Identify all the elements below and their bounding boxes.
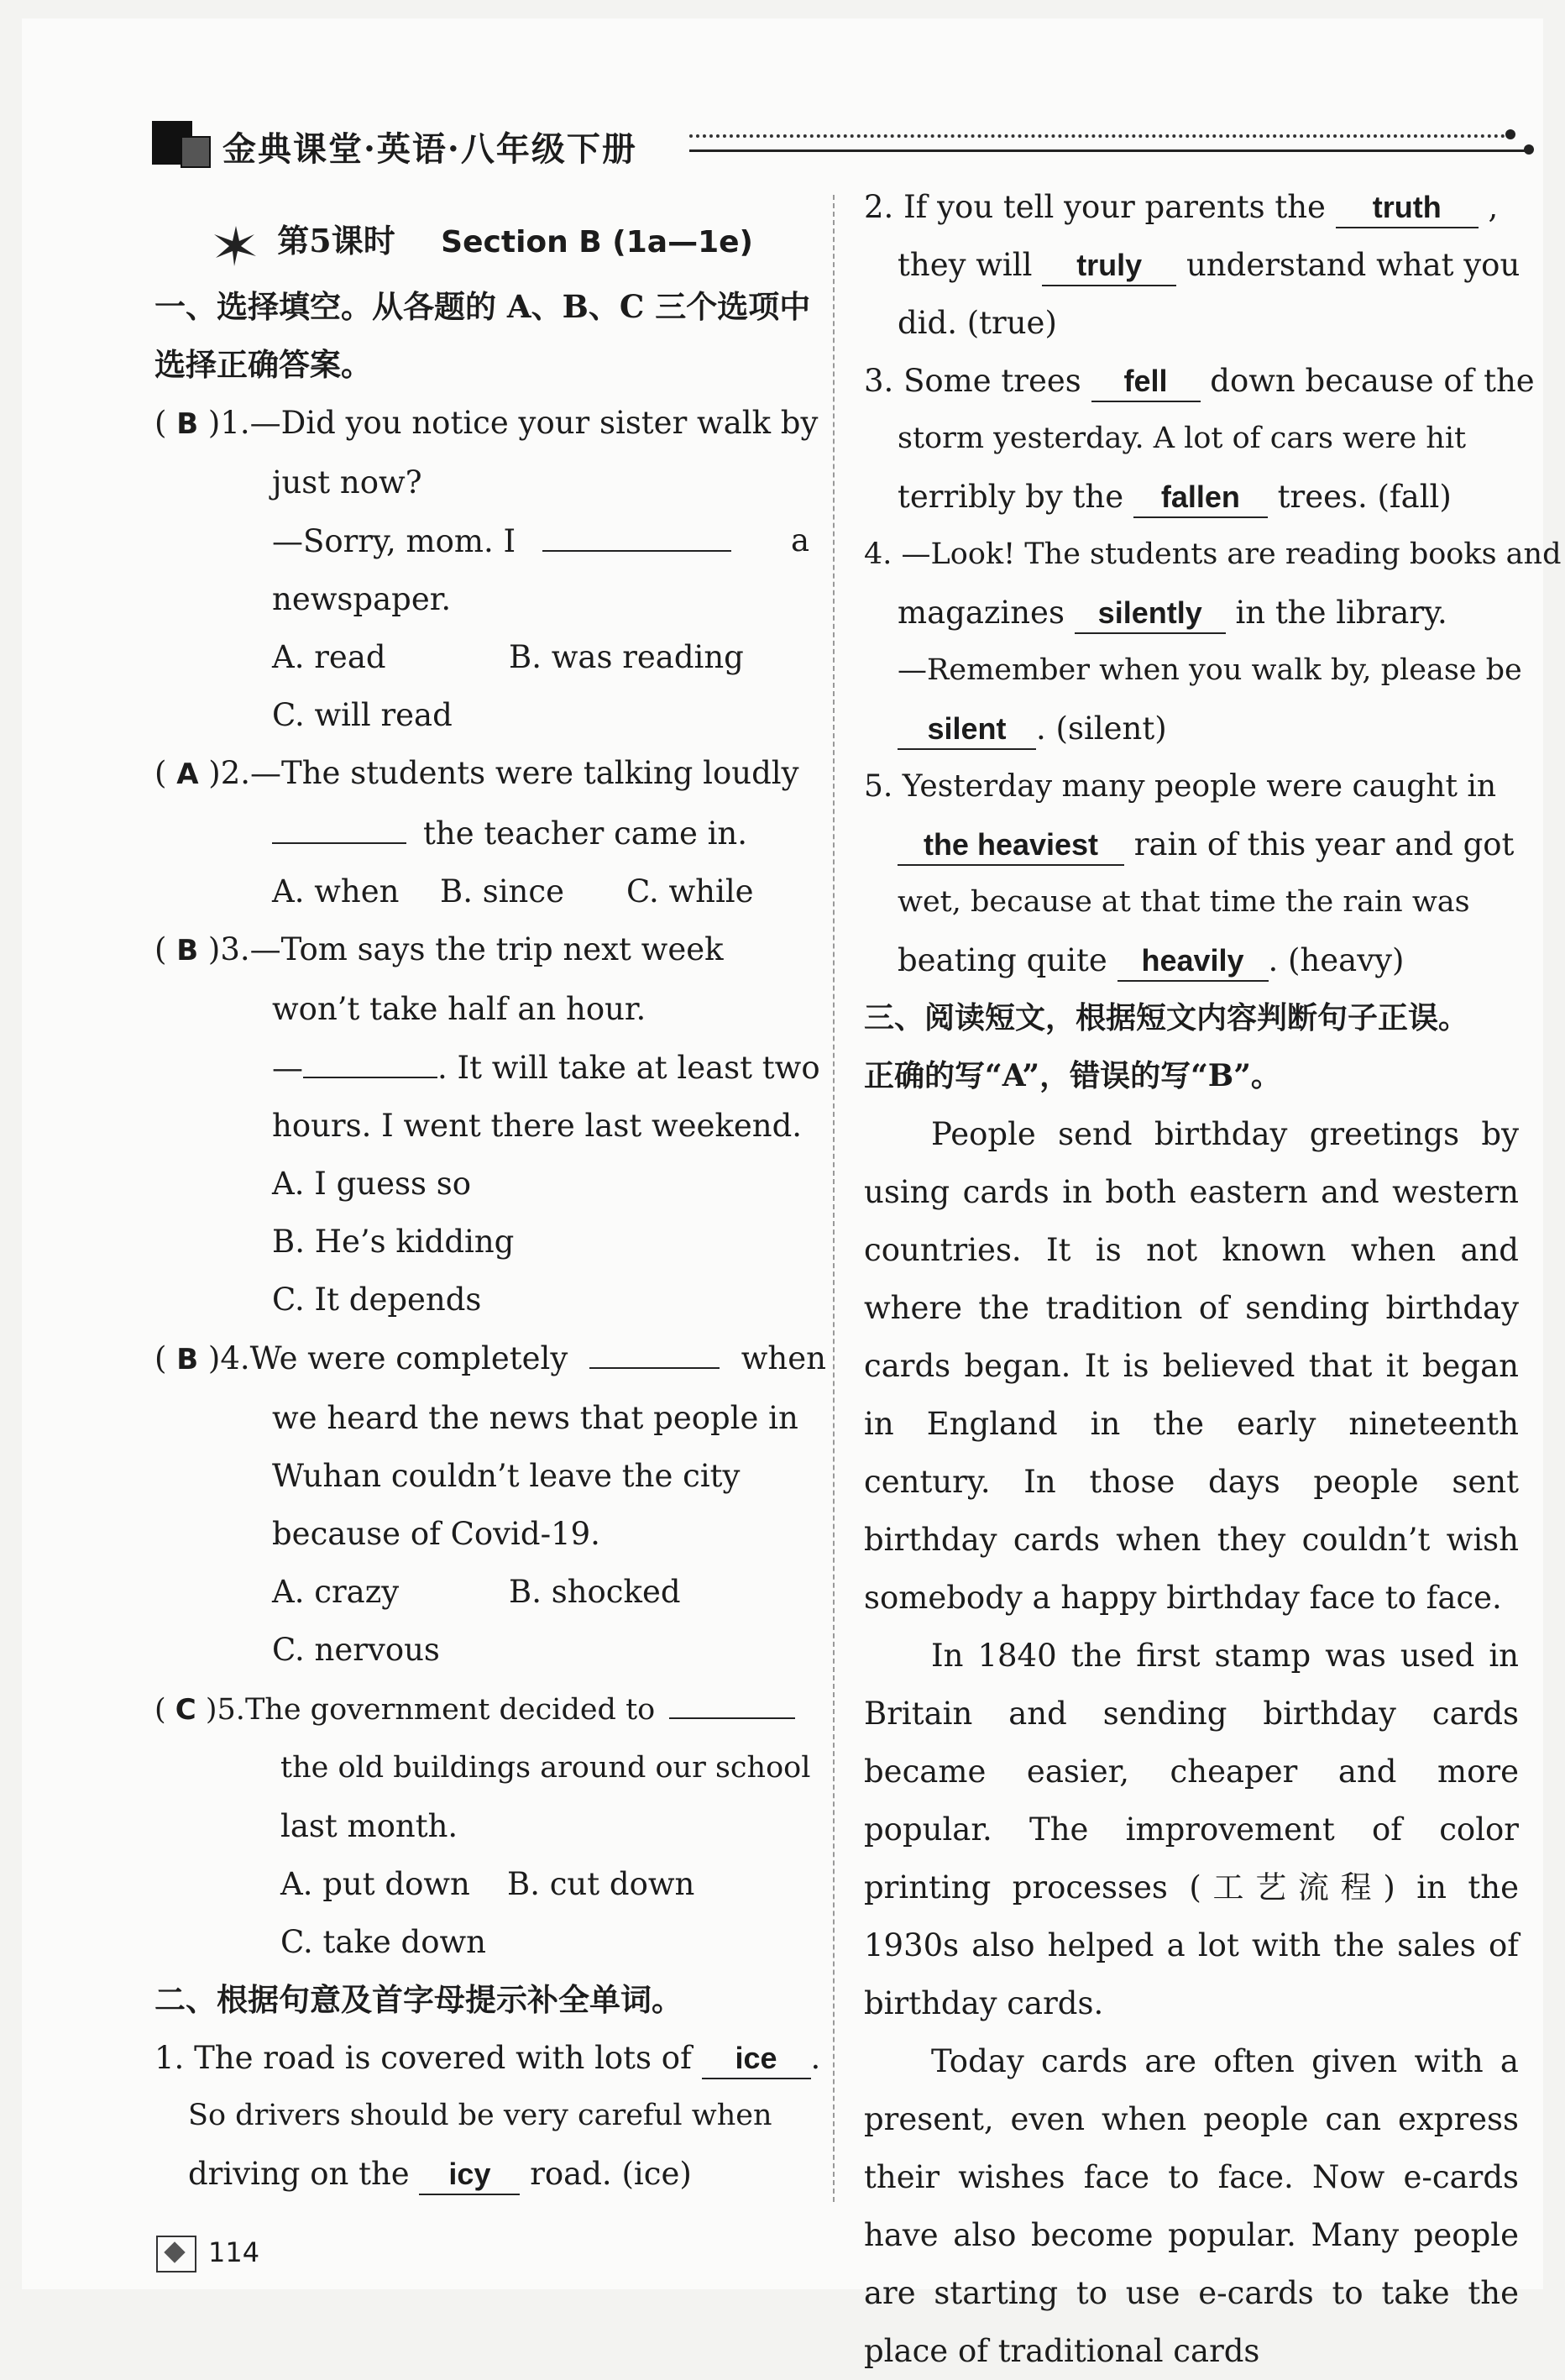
passage-paragraph-2: In 1840 the first stamp was used in Britain and sending birthday cards became easier, cheaper and more popular. The improvement of color printing processes (工艺流程) in the 1930s also helped a lot with the sales of birthday cards.	[864, 1638, 1519, 2021]
options	[154, 1855, 809, 1913]
answer-fill[interactable]: truth	[1336, 188, 1479, 228]
question-text: So drivers should be very careful when	[188, 2099, 772, 2132]
p2-q1-line1: 1. The road is covered with lots of ice .	[154, 2029, 809, 2087]
options	[154, 628, 809, 686]
part1-heading: 一、选择填空。从各题的 A、B、C 三个选项中	[154, 288, 811, 325]
option-c[interactable]: C. nervous	[272, 1632, 440, 1668]
question-text: just now?	[272, 464, 422, 501]
question-5: ( C )5.The government decided to	[154, 1679, 809, 1739]
option-a[interactable]: A. put down	[280, 1866, 470, 1902]
header-dot	[1505, 129, 1515, 139]
p2-q2-line1: 2. If you tell your parents the truth ,	[864, 178, 1519, 236]
p2-q4-line2: magazines silently in the library.	[864, 584, 1519, 642]
header-logo-block-inner	[181, 136, 211, 168]
p2-q5-line2: the heaviest rain of this year and got	[864, 815, 1519, 873]
answer-blank[interactable]	[669, 1679, 795, 1719]
lesson-label: 第5课时	[277, 222, 395, 259]
option-b[interactable]: B. was reading	[509, 639, 744, 675]
column-divider	[833, 195, 835, 2202]
answer-fill[interactable]: silent	[898, 710, 1036, 750]
left-column	[154, 207, 826, 2203]
question-text: newspaper.	[272, 581, 452, 617]
page-footer	[156, 2236, 259, 2273]
answer-letter: B	[176, 934, 199, 967]
question-text: 4. —Look! The students are reading books and	[864, 537, 1562, 571]
question-text: 5. Yesterday many people were caught in	[864, 769, 1497, 804]
answer-letter: B	[176, 407, 199, 441]
question-text-blank: — . It will take at least two	[154, 1038, 809, 1097]
question-text: The government decided to	[244, 1693, 656, 1727]
p2-q3-line1: 3. Some trees fell down because of the	[864, 352, 1519, 410]
option-b[interactable]: B. shocked	[509, 1574, 681, 1610]
question-number: )3.	[207, 931, 250, 967]
question-text: won’t take half an hour.	[272, 991, 646, 1027]
options	[154, 862, 809, 920]
question-2: ( A )2.—The students were talking loudly	[154, 755, 799, 791]
option-a[interactable]: A. crazy	[272, 1574, 400, 1610]
option-a[interactable]: A. read	[272, 639, 386, 675]
answer-blank[interactable]	[303, 1038, 437, 1078]
question-number: )4.	[207, 1340, 250, 1376]
question-text-blank: the teacher came in.	[154, 804, 809, 862]
option-b[interactable]: B. since	[440, 873, 564, 910]
p2-q2-line2: they will truly understand what you	[864, 236, 1519, 294]
answer-letter: B	[176, 1343, 199, 1376]
option-a[interactable]: A. I guess so	[272, 1166, 472, 1202]
right-column	[864, 178, 1562, 2380]
option-b[interactable]: B. He’s kidding	[272, 1224, 515, 1260]
option-b[interactable]: B. cut down	[507, 1866, 695, 1902]
question-1: ( B )1.—Did you notice your sister walk by	[154, 405, 819, 441]
question-number: )1.	[207, 405, 250, 441]
p2-q1-line3: driving on the icy road. (ice)	[154, 2145, 809, 2203]
part2-heading: 二、根据句意及首字母提示补全单词。	[154, 1981, 683, 2018]
page-number: 114	[208, 2236, 260, 2268]
answer-fill[interactable]: ice	[702, 2039, 811, 2079]
p2-q3-line3: terribly by the fallen trees. (fall)	[864, 468, 1519, 526]
answer-fill[interactable]: truly	[1042, 246, 1176, 286]
answer-letter: A	[176, 758, 199, 791]
question-text: storm yesterday. A lot of cars were hit	[898, 422, 1467, 455]
answer-letter: C	[175, 1693, 196, 1727]
question-text: the old buildings around our school	[280, 1751, 811, 1785]
part1-heading-cont: 选择正确答案。	[154, 346, 372, 383]
page-header	[152, 113, 1537, 171]
question-text: last month.	[280, 1808, 458, 1844]
options	[154, 1563, 809, 1621]
question-text: did. (true)	[898, 305, 1057, 341]
question-text: —Tom says the trip next week	[249, 931, 724, 967]
answer-blank[interactable]	[589, 1329, 720, 1369]
diamond-icon	[156, 2236, 196, 2273]
answer-fill[interactable]: fallen	[1133, 478, 1268, 518]
question-4: ( B )4.We were completely when	[154, 1329, 809, 1389]
question-text: wet, because at that time the rain was	[898, 885, 1470, 919]
option-a[interactable]: A. when	[272, 873, 400, 910]
answer-fill[interactable]: icy	[419, 2155, 520, 2195]
question-text: because of Covid-19.	[272, 1516, 600, 1552]
question-text: we heard the news that people in	[272, 1400, 798, 1436]
answer-fill[interactable]: heavily	[1117, 941, 1269, 982]
part3-heading: 三、阅读短文，根据短文内容判断句子正误。	[864, 1000, 1469, 1035]
lesson-title	[154, 207, 809, 275]
answer-fill[interactable]: silently	[1075, 594, 1226, 634]
workbook-page	[22, 18, 1562, 2369]
question-number: )5.	[205, 1693, 245, 1727]
option-c[interactable]: C. while	[626, 873, 754, 910]
leaf-icon	[211, 219, 261, 270]
question-text: hours. I went there last weekend.	[272, 1108, 803, 1144]
question-3: ( B )3.—Tom says the trip next week	[154, 931, 724, 967]
part3-heading-cont: 正确的写“A”，错误的写“B”。	[864, 1058, 1281, 1093]
header-title: 金典课堂·英语·八年级下册	[222, 129, 637, 169]
header-dot	[1524, 144, 1534, 155]
question-text: —The students were talking loudly	[250, 755, 799, 791]
option-c[interactable]: C. It depends	[272, 1282, 482, 1318]
option-c[interactable]: C. will read	[272, 697, 453, 733]
header-dotted-rule	[689, 134, 1512, 138]
answer-blank[interactable]	[272, 804, 406, 844]
p2-q5-line4: beating quite heavily . (heavy)	[864, 931, 1519, 989]
answer-fill[interactable]: the heaviest	[898, 826, 1124, 866]
lesson-section: Section B (1a—1e)	[441, 225, 753, 259]
p2-q4-line4: silent . (silent)	[864, 700, 1519, 758]
answer-blank[interactable]	[542, 511, 731, 552]
answer-fill[interactable]: fell	[1091, 362, 1201, 402]
option-c[interactable]: C. take down	[280, 1924, 486, 1960]
header-rule	[689, 149, 1529, 152]
question-text-blank: —Sorry, mom. I a	[154, 511, 809, 570]
passage-paragraph-1: People send birthday greetings by using cards in both eastern and western countries. It is not known when and where the tradition of sending birthday cards began. It is believed that it began in England in the early nineteenth century. In those days people sent birthday cards when they couldn’t wish somebody a happy birthday face to face.	[864, 1116, 1519, 1616]
question-number: )2.	[208, 755, 251, 791]
question-text: We were completely	[249, 1340, 568, 1376]
question-text: Wuhan couldn’t leave the city	[272, 1458, 741, 1494]
question-text: —Did you notice your sister walk by	[249, 405, 819, 441]
question-text: —Remember when you walk by, please be	[898, 653, 1522, 687]
passage-paragraph-3: Today cards are often given with a present, even when people can express their wishes face to face. Now e-cards have also become popular. Many people are starting to use e-cards to take the place of traditional cards	[864, 2043, 1519, 2369]
